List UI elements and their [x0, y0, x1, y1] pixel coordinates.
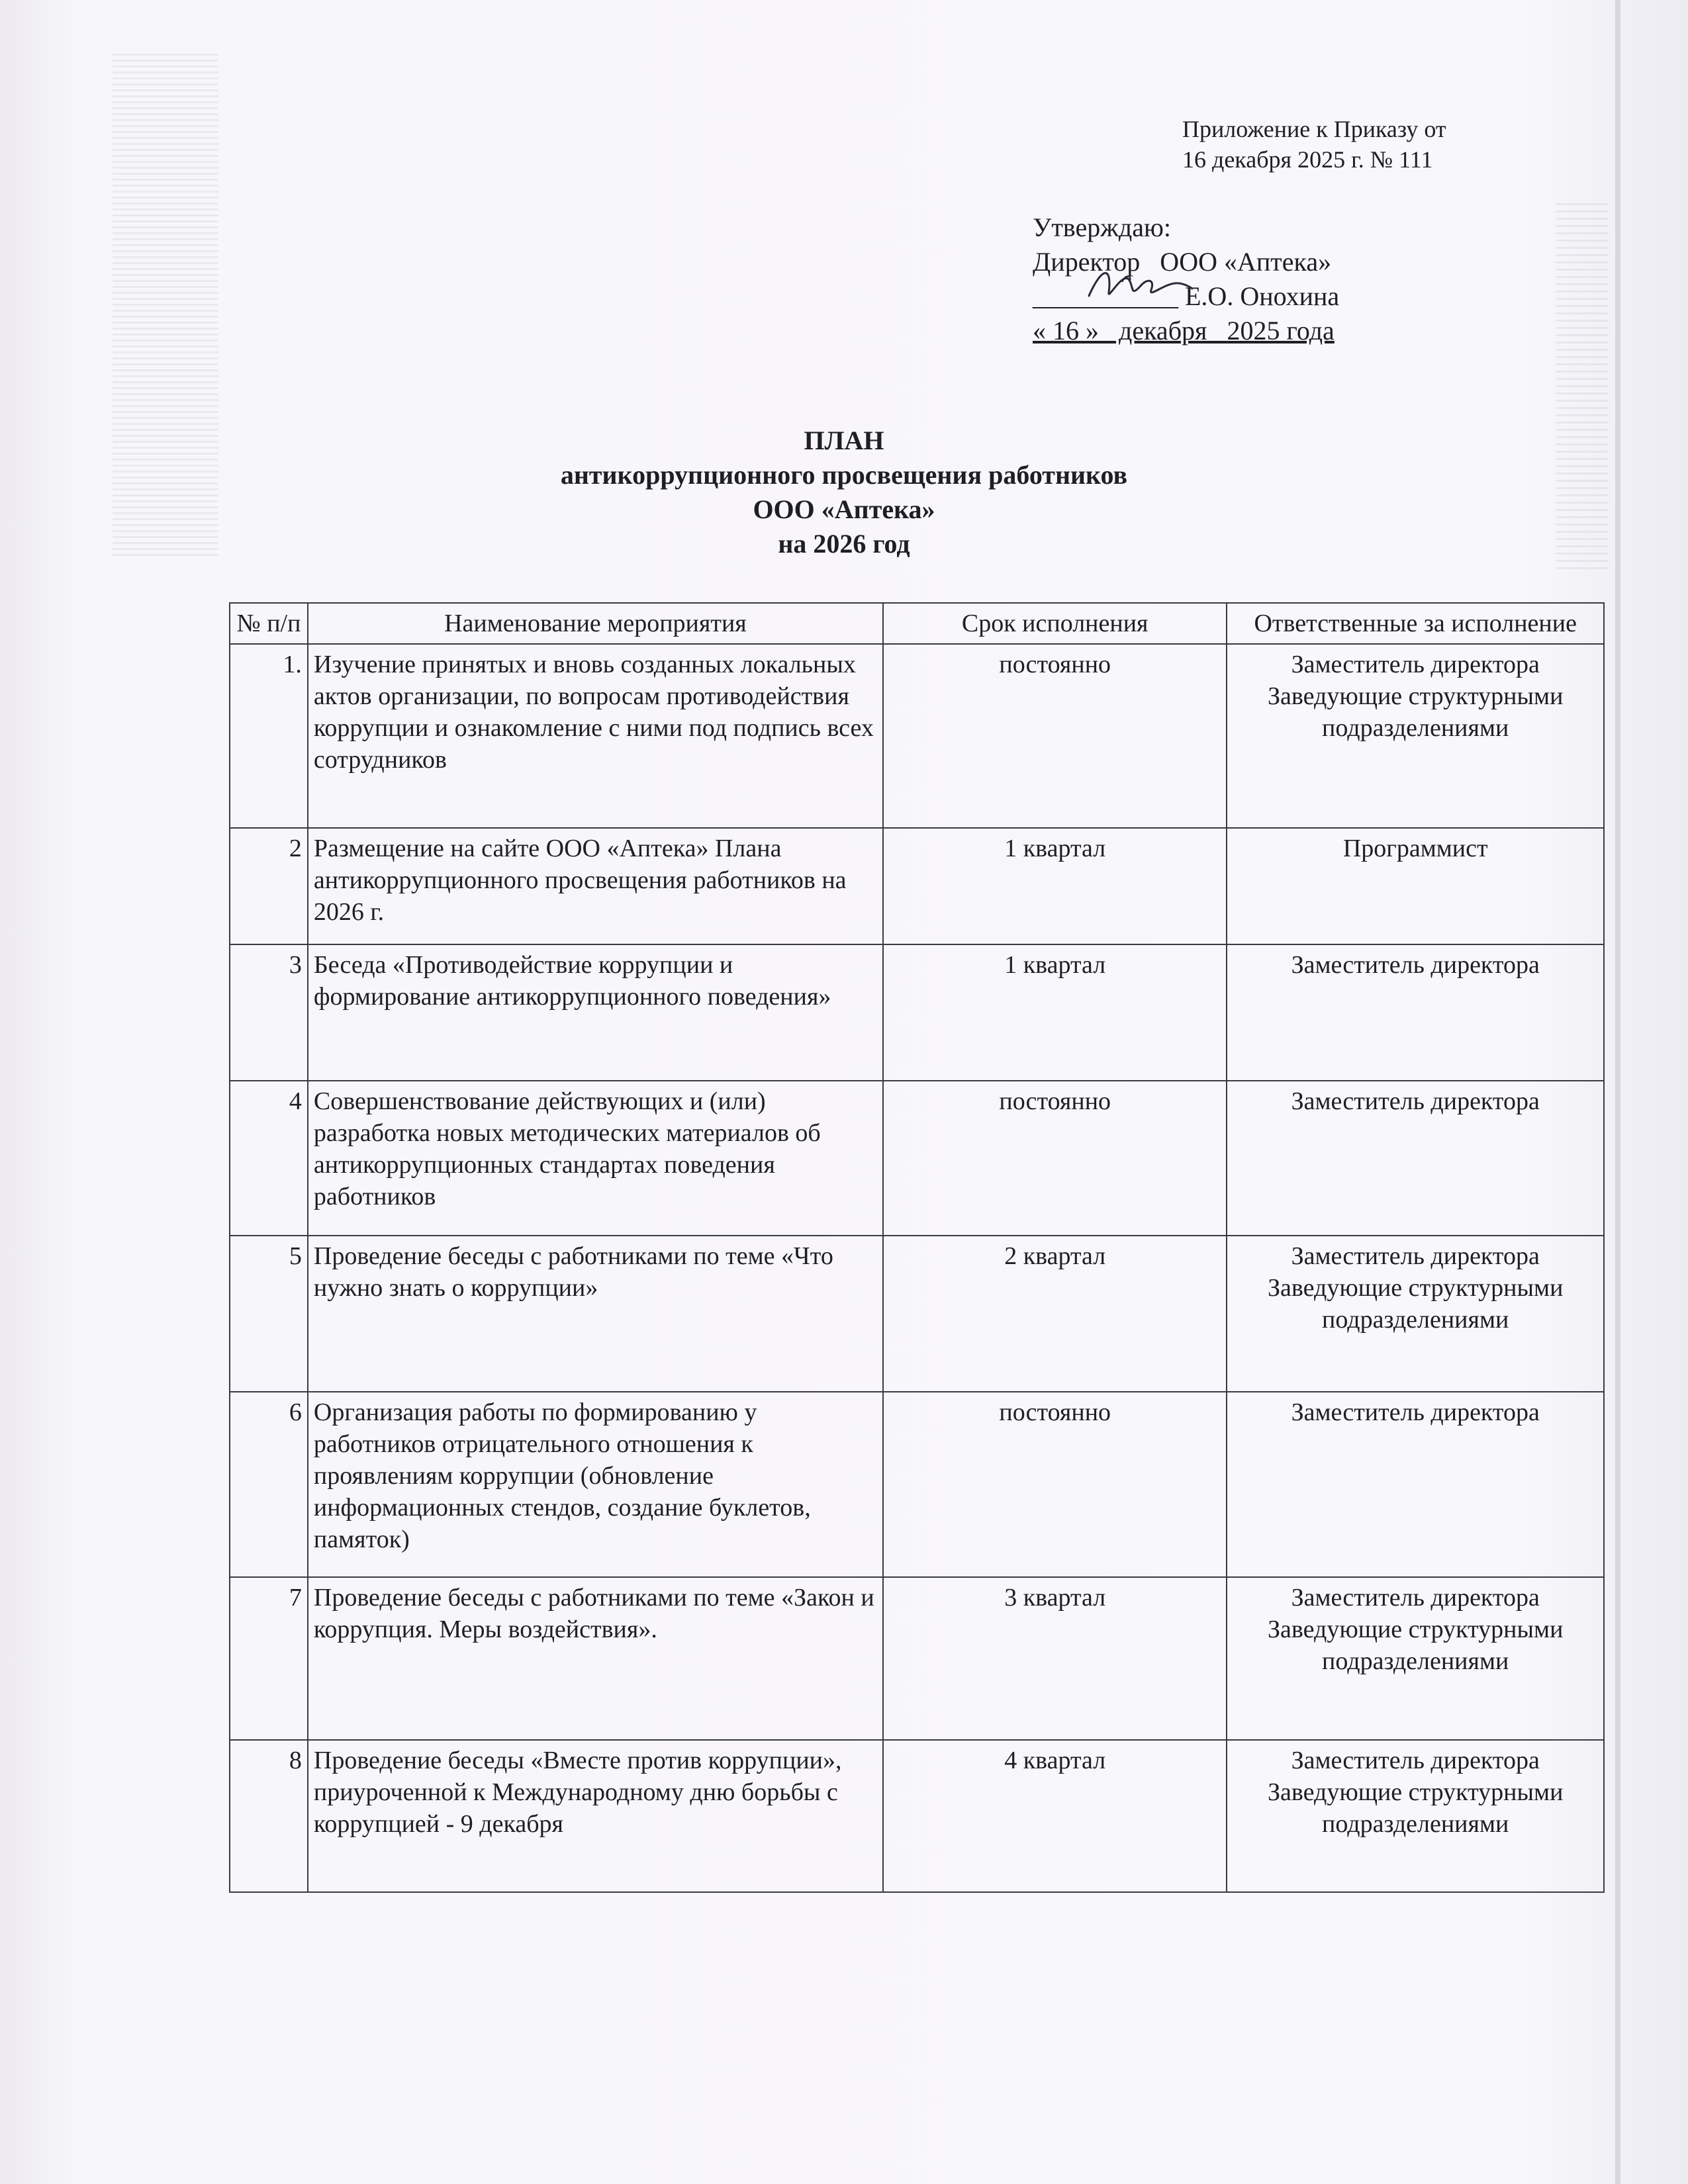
- row-number: 1.: [230, 644, 308, 828]
- header-term: Срок исполнения: [883, 603, 1227, 644]
- handwritten-signature: [1082, 259, 1195, 306]
- activity-responsible: [1227, 828, 1604, 944]
- row-number: 7: [230, 1577, 308, 1740]
- activity-responsible: [1227, 644, 1604, 828]
- activity-name: Беседа «Противодействие коррупции и формирование антикоррупционного поведения»: [308, 944, 883, 1081]
- plan-table: [229, 602, 1605, 1893]
- responsible-line: Заведующие структурными подразделениями: [1268, 1778, 1564, 1838]
- header-num: № п/п: [230, 603, 308, 644]
- title-line-4: на 2026 год: [778, 529, 910, 559]
- table-row: [230, 1577, 1604, 1740]
- responsible-line: Заместитель директора: [1291, 1584, 1540, 1612]
- activity-term: 1 квартал: [883, 828, 1227, 944]
- appendix-line-1: Приложение к Приказу от: [1182, 116, 1446, 142]
- responsible-line: Заместитель директора: [1291, 1087, 1540, 1115]
- activity-name: Размещение на сайте ООО «Аптека» Плана антикоррупционного просвещения работников на 2026 г.: [308, 828, 883, 944]
- activity-term: 1 квартал: [883, 944, 1227, 1081]
- title-line-1: ПЛАН: [804, 426, 884, 455]
- activity-term: 4 квартал: [883, 1740, 1227, 1892]
- activity-term: 3 квартал: [883, 1577, 1227, 1740]
- responsible-line: Заместитель директора: [1291, 651, 1540, 678]
- activity-term: 2 квартал: [883, 1236, 1227, 1392]
- activity-name: Изучение принятых и вновь созданных локальных актов организации, по вопросам противодействия коррупции и ознакомление с ними под подпись всех сотрудников: [308, 644, 883, 828]
- table-row: [230, 1236, 1604, 1392]
- header-responsible: Ответственные за исполнение: [1227, 603, 1604, 644]
- activity-name: Проведение беседы с работниками по теме «Что нужно знать о коррупции»: [308, 1236, 883, 1392]
- activity-name: Организация работы по формированию у работников отрицательного отношения к проявлениям коррупции (обновление информационных стендов, создание буклетов, памяток): [308, 1392, 883, 1577]
- activity-responsible: [1227, 1740, 1604, 1892]
- approver-position: Директор ООО «Аптека»: [1033, 247, 1332, 277]
- appendix-note: [1182, 114, 1446, 175]
- approver-signature-line: ___________ Е.О. Онохина: [1033, 281, 1340, 311]
- table-row: [230, 828, 1604, 944]
- activity-name: Проведение беседы «Вместе против коррупции», приуроченной к Международному дню борьбы с коррупцией - 9 декабря: [308, 1740, 883, 1892]
- activity-term: постоянно: [883, 1081, 1227, 1236]
- row-number: 2: [230, 828, 308, 944]
- page-edge: [1615, 0, 1620, 2184]
- activity-responsible: [1227, 1081, 1604, 1236]
- responsible-line: Заведующие структурными подразделениями: [1268, 682, 1564, 742]
- table-row: [230, 1081, 1604, 1236]
- responsible-line: Заместитель директора: [1291, 1242, 1540, 1270]
- title-line-2: антикоррупционного просвещения работников: [560, 460, 1128, 490]
- responsible-line: Заведующие структурными подразделениями: [1268, 1615, 1564, 1675]
- row-number: 5: [230, 1236, 308, 1392]
- row-number: 8: [230, 1740, 308, 1892]
- responsible-line: Заместитель директора: [1291, 1747, 1540, 1774]
- table-header-row: [230, 603, 1604, 644]
- activity-name: Проведение беседы с работниками по теме «Закон и коррупция. Меры воздействия».: [308, 1577, 883, 1740]
- approval-date: « 16 » декабря 2025 года: [1033, 316, 1335, 345]
- activity-name: Совершенствование действующих и (или) разработка новых методических материалов об антикоррупционных стандартах поведения работников: [308, 1081, 883, 1236]
- activity-responsible: [1227, 1577, 1604, 1740]
- row-number: 4: [230, 1081, 308, 1236]
- activity-responsible: [1227, 1236, 1604, 1392]
- responsible-line: Заместитель директора: [1291, 1398, 1540, 1426]
- table-row: [230, 944, 1604, 1081]
- responsible-line: Заведующие структурными подразделениями: [1268, 1274, 1564, 1334]
- document-title: [0, 424, 1688, 561]
- activity-term: постоянно: [883, 644, 1227, 828]
- activity-responsible: [1227, 1392, 1604, 1577]
- row-number: 3: [230, 944, 308, 1081]
- activity-term: постоянно: [883, 1392, 1227, 1577]
- activity-responsible: [1227, 944, 1604, 1081]
- table-row: [230, 644, 1604, 828]
- responsible-line: Программист: [1342, 835, 1488, 862]
- responsible-line: Заместитель директора: [1291, 951, 1540, 979]
- approve-label: Утверждаю:: [1033, 212, 1171, 242]
- title-line-3: ООО «Аптека»: [753, 494, 935, 524]
- header-name: Наименование мероприятия: [308, 603, 883, 644]
- appendix-line-2: 16 декабря 2025 г. № 111: [1182, 146, 1433, 173]
- row-number: 6: [230, 1392, 308, 1577]
- table-row: [230, 1740, 1604, 1892]
- table-row: [230, 1392, 1604, 1577]
